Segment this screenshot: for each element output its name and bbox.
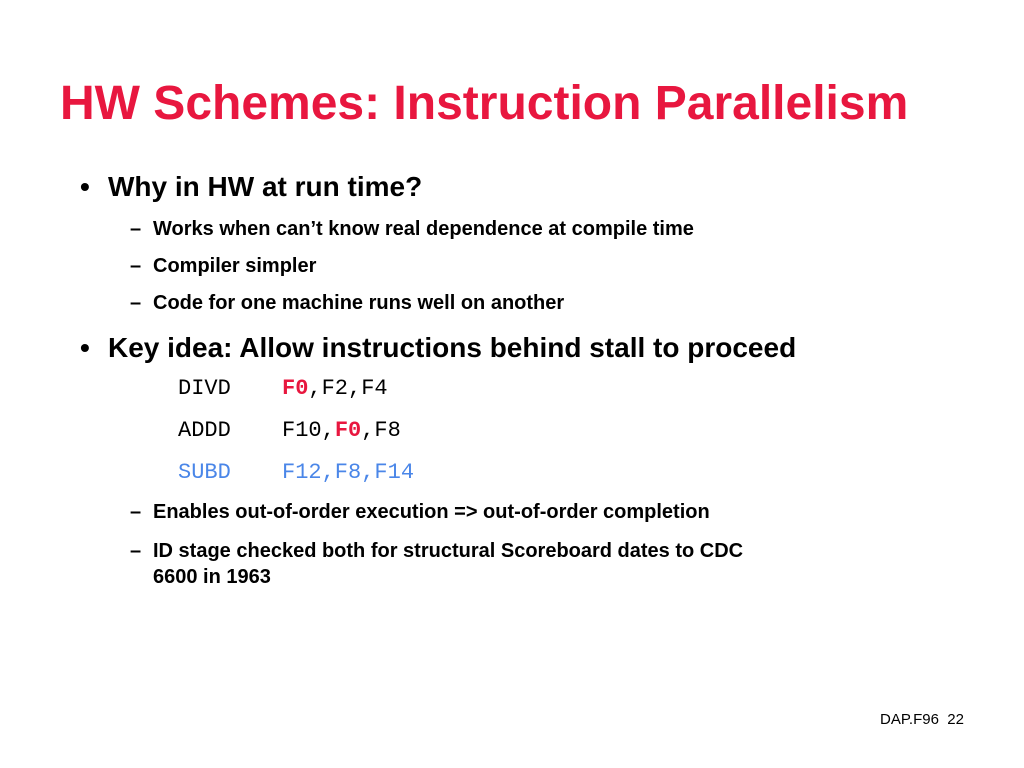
- code-line-divd: [178, 374, 388, 404]
- code-op: DIVD: [178, 376, 231, 401]
- code-arg-highlight: F0: [282, 376, 309, 401]
- sub-bullet-text: Works when can’t know real dependence at compile time: [153, 218, 694, 240]
- sub-bullet-text: ID stage checked both for structural Scoreboard dates to CDC: [153, 540, 744, 562]
- code-arg: F12,F8,F14: [282, 460, 415, 485]
- dash-icon: –: [130, 218, 142, 240]
- bullet-icon: •: [80, 171, 90, 202]
- footer-label: DAP.F96: [880, 711, 939, 728]
- code-line-subd: [178, 458, 414, 488]
- code-arg-highlight: F0: [334, 418, 362, 443]
- dash-icon: –: [130, 540, 142, 562]
- code-op: ADDD: [178, 418, 231, 443]
- code-arg: ,F2,F4: [308, 376, 388, 401]
- code-arg: F10,: [282, 418, 335, 443]
- dash-icon: –: [130, 292, 142, 314]
- sub-bullet-text: Code for one machine runs well on another: [153, 292, 565, 314]
- code-arg: ,F8: [361, 418, 401, 443]
- page-number: 22: [947, 711, 964, 728]
- slide-footer: [880, 711, 964, 728]
- sub-bullet-text: Enables out-of-order execution => out-of-order completion: [153, 501, 710, 523]
- code-line-addd: [178, 416, 401, 446]
- bullet-text: Key idea: Allow instructions behind stall to proceed: [108, 332, 797, 363]
- dash-icon: –: [130, 501, 142, 523]
- slide-title: HW Schemes: Instruction Parallelism: [60, 77, 909, 130]
- dash-icon: –: [130, 255, 142, 277]
- bullet-icon: •: [80, 332, 90, 363]
- bullet-text: Why in HW at run time?: [108, 171, 423, 202]
- sub-bullet-text: Compiler simpler: [153, 255, 317, 277]
- code-op: SUBD: [178, 460, 231, 485]
- sub-bullet-text: 6600 in 1963: [153, 566, 271, 588]
